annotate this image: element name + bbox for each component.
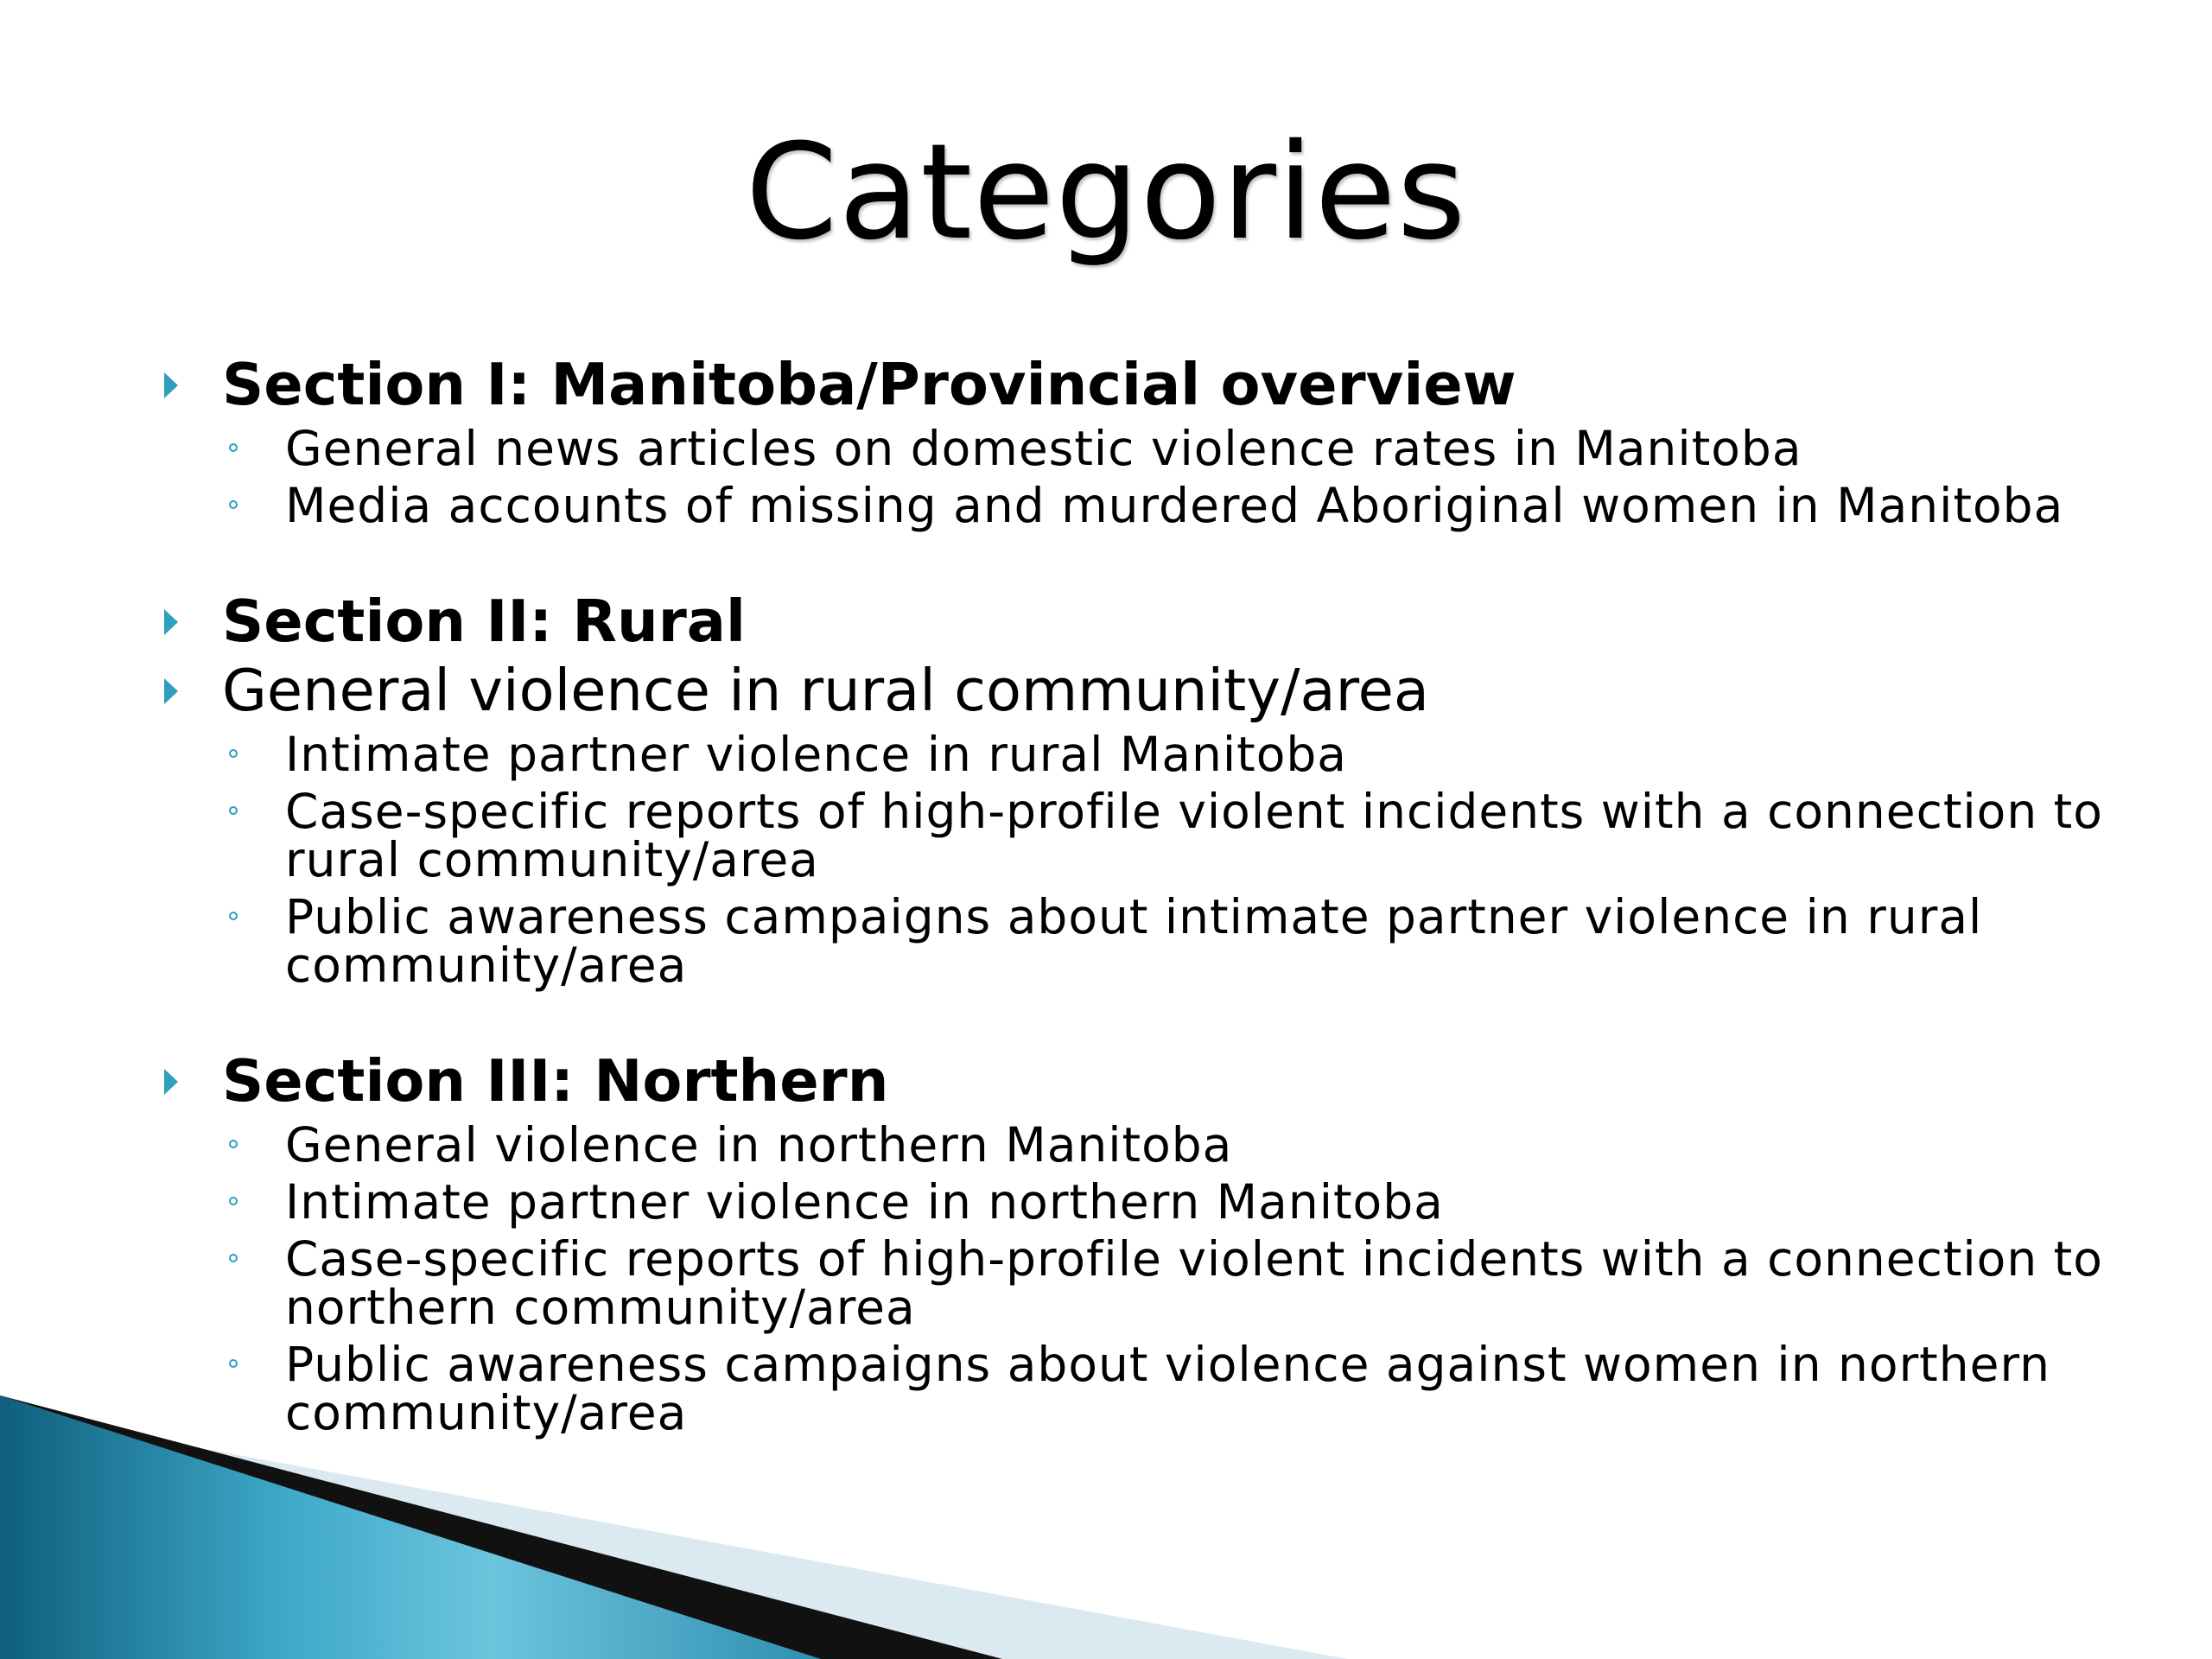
list-item-text: Public awareness campaigns about intimate partner violence in rural community/area bbox=[285, 889, 1983, 993]
list-item bbox=[164, 421, 2143, 476]
triangle-bullet-icon bbox=[164, 1069, 178, 1095]
section-3-heading-text: Section III: Northern bbox=[222, 1047, 889, 1115]
triangle-bullet-icon bbox=[164, 678, 178, 704]
circle-bullet-icon bbox=[229, 1254, 238, 1262]
section-2-subheading-text: General violence in rural community/area bbox=[222, 657, 1429, 724]
section-3-heading bbox=[164, 1046, 2143, 1116]
slide-content bbox=[164, 350, 2143, 1446]
list-item-text: Public awareness campaigns about violence against women in northern community/area bbox=[285, 1337, 2050, 1440]
circle-bullet-icon bbox=[229, 749, 238, 758]
list-item-text: Case-specific reports of high-profile violent incidents with a connection to rural community/area bbox=[285, 784, 2103, 887]
list-item-text: Case-specific reports of high-profile violent incidents with a connection to northern community/area bbox=[285, 1231, 2103, 1335]
list-item-text: Media accounts of missing and murdered Aboriginal women in Manitoba bbox=[285, 478, 2064, 533]
list-item bbox=[164, 727, 2143, 782]
list-item bbox=[164, 784, 2143, 887]
section-2-subheading bbox=[164, 656, 2143, 725]
triangle-bullet-icon bbox=[164, 609, 178, 635]
circle-bullet-icon bbox=[229, 443, 238, 452]
list-item-text: General violence in northern Manitoba bbox=[285, 1117, 1233, 1173]
list-item bbox=[164, 478, 2143, 533]
circle-bullet-icon bbox=[229, 806, 238, 815]
triangle-bullet-icon bbox=[164, 372, 178, 398]
section-1-heading bbox=[164, 350, 2143, 419]
list-item-text: General news articles on domestic violence rates in Manitoba bbox=[285, 421, 1802, 476]
list-item bbox=[164, 1231, 2143, 1335]
circle-bullet-icon bbox=[229, 912, 238, 920]
circle-bullet-icon bbox=[229, 500, 238, 509]
section-1-heading-text: Section I: Manitoba/Provincial overview bbox=[222, 351, 1516, 418]
circle-bullet-icon bbox=[229, 1359, 238, 1368]
list-item bbox=[164, 1337, 2143, 1440]
list-item bbox=[164, 1174, 2143, 1230]
circle-bullet-icon bbox=[229, 1140, 238, 1148]
list-item bbox=[164, 1117, 2143, 1173]
list-item bbox=[164, 889, 2143, 993]
section-2-heading-text: Section II: Rural bbox=[222, 588, 746, 655]
section-2-heading bbox=[164, 587, 2143, 656]
circle-bullet-icon bbox=[229, 1197, 238, 1205]
list-item-text: Intimate partner violence in rural Manitoba bbox=[285, 727, 1347, 782]
slide-title: Categories bbox=[745, 116, 1467, 270]
list-item-text: Intimate partner violence in northern Manitoba bbox=[285, 1174, 1444, 1230]
